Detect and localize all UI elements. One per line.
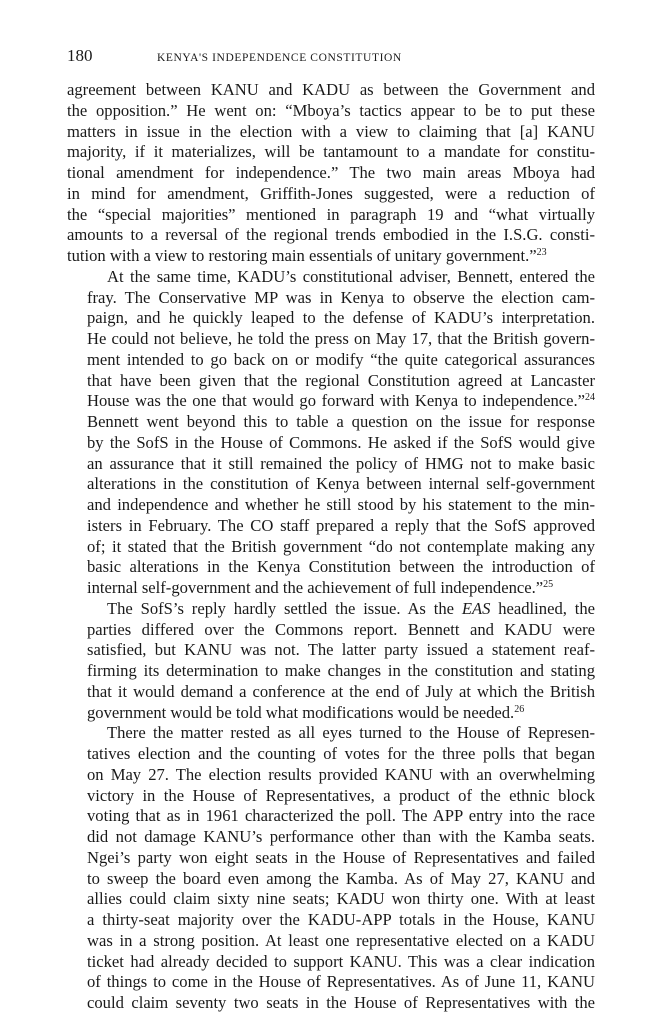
text-line-content: tution with a view to restoring main essentials of unitary government.”	[67, 246, 537, 265]
text-line: majority, if it materializes, will be tantamount to a mandate for constitu-	[67, 142, 595, 162]
paragraph-4	[67, 723, 595, 1014]
publication-title: EAS	[461, 598, 491, 618]
paragraph-3	[67, 599, 595, 724]
text-line: He could not believe, he told the press on May 17, that the British govern-	[87, 329, 595, 348]
text-line: Bennett went beyond this to table a question on the issue for response	[87, 412, 595, 431]
text-line: alterations in the constitution of Kenya between internal self-government	[87, 474, 595, 494]
text-line: an assurance that it still remained the policy of HMG not to make basic	[87, 453, 595, 473]
text-line: voting that as in 1961 characterized the poll. The APP entry into the race	[87, 806, 595, 826]
text-line: fray. The Conservative MP was in Kenya to observe the election cam-	[87, 287, 595, 307]
text-line: paign, and he quickly leaped to the defense of KADU’s interpretation.	[87, 308, 595, 328]
footnote-marker: 23	[536, 247, 547, 258]
text-line: the “special majorities” mentioned in paragraph 19 and “what virtually	[67, 204, 595, 224]
running-head: KENYA'S INDEPENDENCE CONSTITUTION	[157, 52, 402, 64]
text-line: could claim seventy two seats in the House of Representatives with the	[87, 993, 595, 1012]
text-line: tatives election and the counting of votes for the three polls that began	[87, 744, 595, 763]
text-line: that it would demand a conference at the end of July at which the British	[87, 681, 595, 701]
text-line: parties differed over the Commons report. Bennett and KADU were	[87, 619, 595, 639]
text-line-content: House was the one that would go forward with Kenya to independence.”	[87, 391, 585, 411]
text-line-content: government would be told what modifications would be needed.	[87, 702, 515, 722]
footnote-marker: 25	[543, 579, 554, 590]
text-line-content: internal self-government and the achievement of full independence.”	[87, 578, 544, 597]
paragraph-2	[67, 267, 595, 599]
text-line: allies could claim sixty nine seats; KADU won thirty one. With at least	[87, 889, 595, 909]
body-text	[67, 80, 595, 1014]
text-line: by the SofS in the House of Commons. He asked if the SofS would give	[87, 432, 595, 452]
text-line: to sweep the board even among the Kamba. As of May 27, KANU and	[87, 868, 595, 888]
text-line	[67, 578, 595, 599]
paragraph-1	[67, 80, 595, 267]
text-line: firming its determination to make changes in the constitution and stating	[87, 661, 595, 680]
text-line: and independence and whether he still stood by his statement to the min-	[87, 495, 595, 514]
footnote-marker: 24	[585, 392, 595, 404]
text-line: agreement between KANU and KADU as between the Government and	[67, 80, 595, 99]
text-line: victory in the House of Representatives, a product of the ethnic block	[87, 785, 595, 805]
text-line	[67, 599, 595, 620]
page-header	[67, 46, 595, 66]
text-line: isters in February. The CO staff prepared a reply that the SofS approved	[87, 515, 595, 535]
text-line: tional amendment for independence.” The two main areas Mboya had	[67, 163, 595, 182]
text-line: basic alterations in the Kenya Constitution between the introduction of	[87, 557, 595, 577]
text-line: of; it stated that the British government “do not contemplate making any	[87, 536, 595, 556]
text-line: matters in issue in the election with a view to claiming that [a] KANU	[67, 121, 595, 141]
text-line: There the matter rested as all eyes turned to the House of Represen-	[107, 723, 595, 743]
text-line: ment intended to go back on or modify “the quite categorical assurances	[87, 349, 595, 369]
text-line-content: The SofS’s reply hardly settled the issue. As the	[107, 598, 462, 618]
text-line-content: headlined, the	[490, 598, 595, 618]
text-line	[67, 391, 595, 412]
text-line	[67, 703, 595, 724]
text-line: satisfied, but KANU was not. The latter party issued a statement reaf-	[87, 640, 595, 660]
footnote-marker: 26	[514, 703, 525, 715]
text-line: of things to come in the House of Representatives. As of June 11, KANU	[87, 972, 595, 992]
text-line: At the same time, KADU’s constitutional adviser, Bennett, entered the	[107, 266, 595, 286]
text-line	[67, 246, 595, 267]
text-line: did not damage KANU’s performance other than with the Kamba seats.	[87, 827, 595, 846]
text-line: Ngei’s party won eight seats in the House of Representatives and failed	[87, 847, 595, 867]
text-line: a thirty-seat majority over the KADU-APP totals in the House, KANU	[87, 910, 595, 929]
text-line: the opposition.” He went on: “Mboya’s tactics appear to be to put these	[67, 100, 595, 120]
text-line: ticket had already decided to support KANU. This was a clear indication	[87, 951, 595, 971]
text-line: amounts to a reversal of the regional trends embodied in the I.S.G. consti-	[67, 225, 595, 245]
text-line: in mind for amendment, Griffith-Jones suggested, were a reduction of	[67, 183, 595, 203]
text-line: that have been given that the regional Constitution agreed at Lancaster	[87, 370, 595, 390]
text-line: on May 27. The election results provided KANU with an overwhelming	[87, 764, 595, 784]
text-line: was in a strong position. At least one representative elected on a KADU	[87, 930, 595, 950]
page-number: 180	[67, 46, 93, 65]
